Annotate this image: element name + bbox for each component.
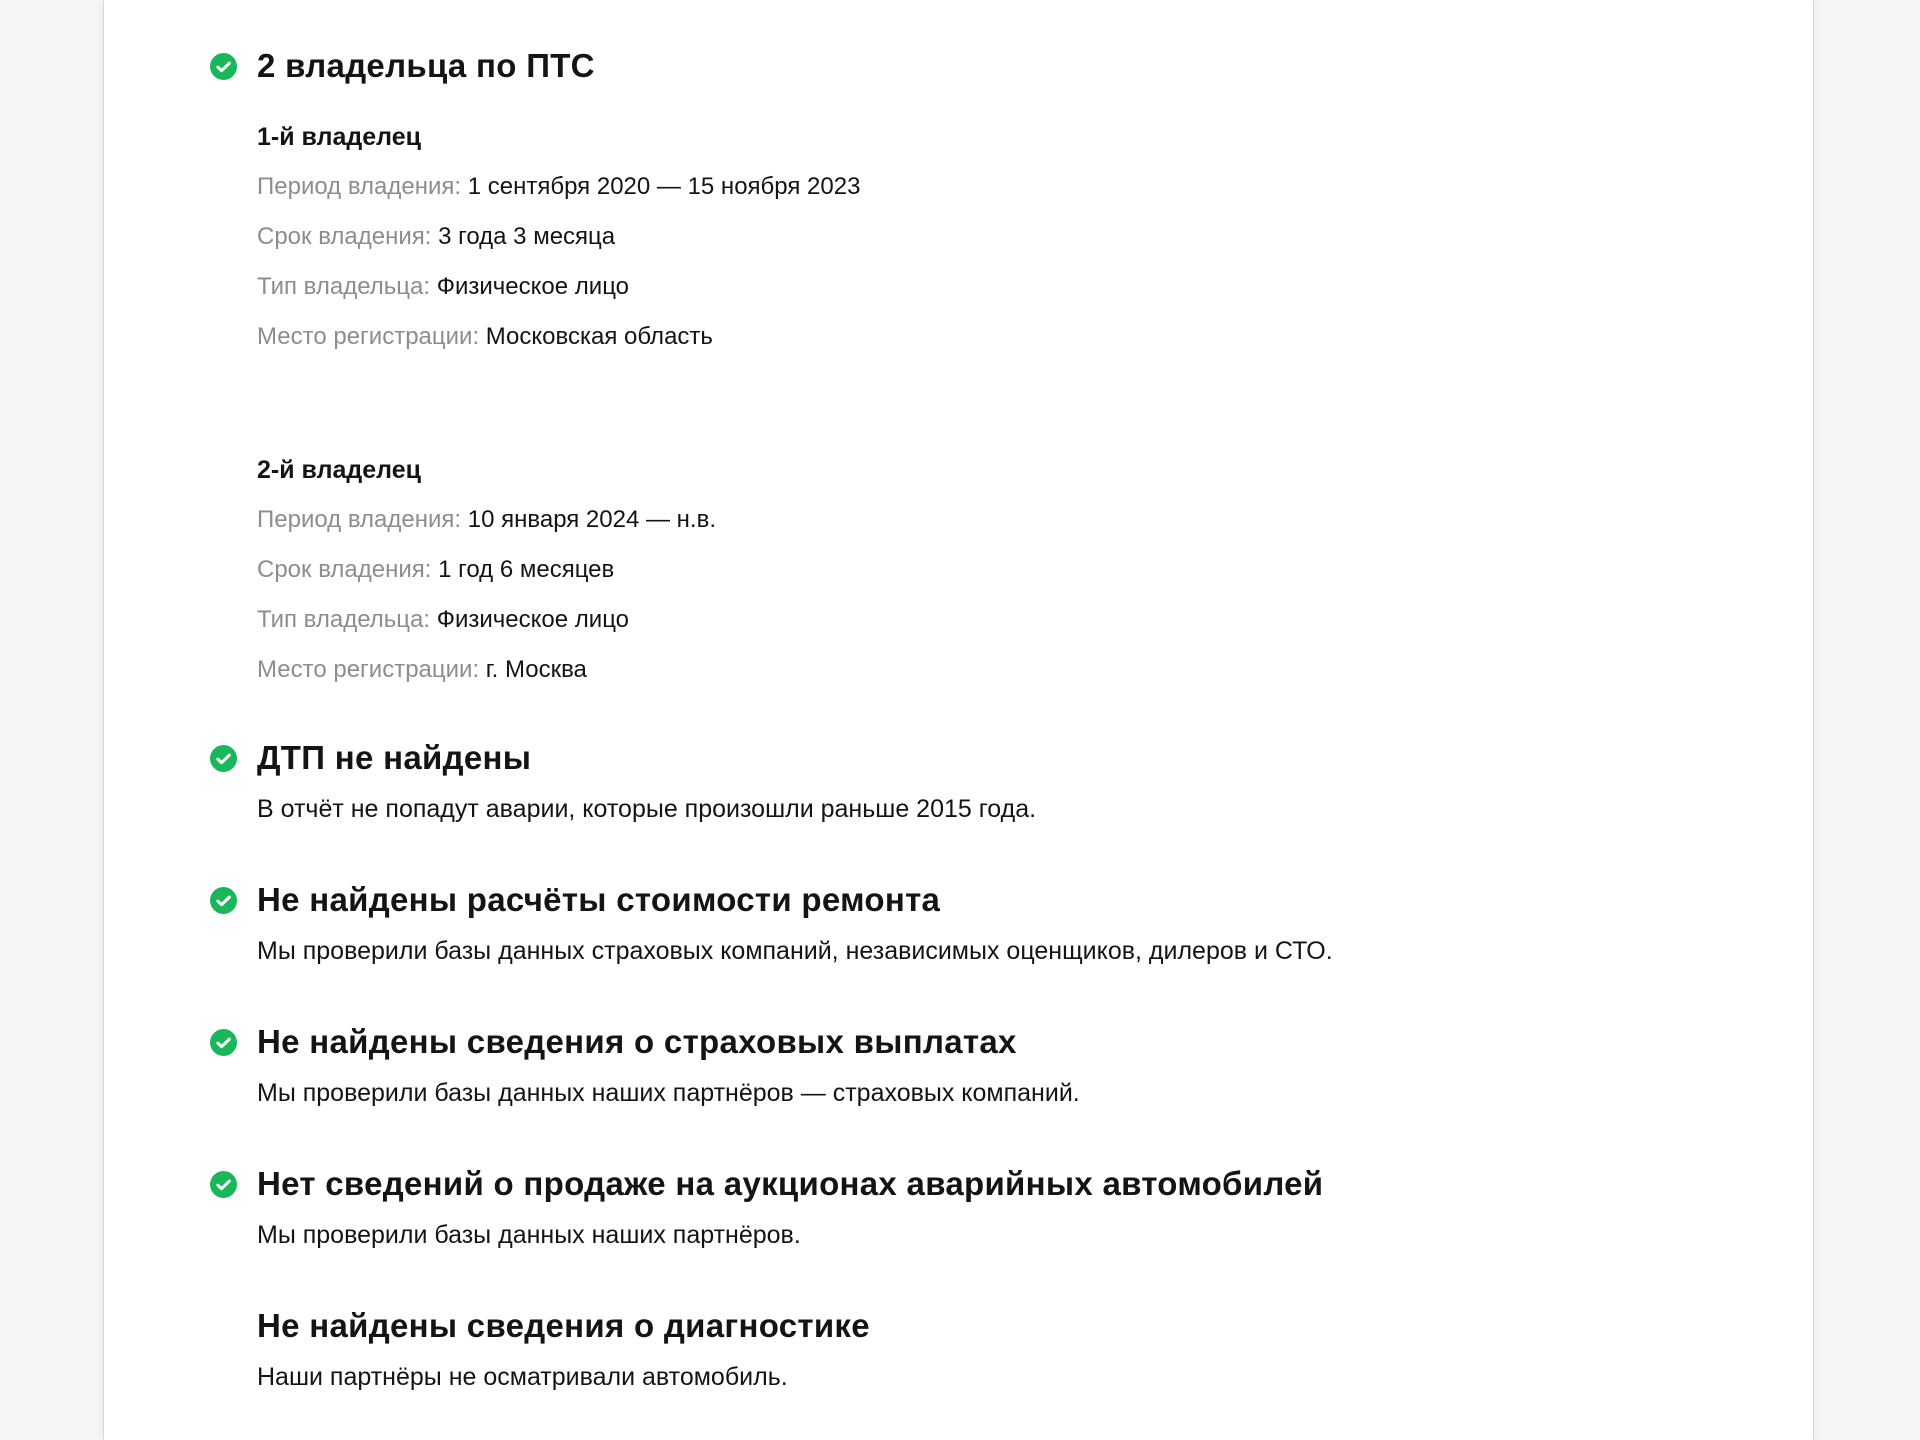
section-title: 2 владельца по ПТС: [257, 47, 595, 84]
section-title: Не найдены сведения о диагностике: [257, 1307, 870, 1344]
section-salvage-auctions: [210, 1163, 1773, 1255]
check-circle-icon: [210, 53, 237, 80]
section-diagnostics: [210, 1305, 1773, 1397]
owner-row-label: Тип владельца:: [257, 606, 431, 633]
report-content: [104, 0, 1813, 1437]
section-repair-costs: [210, 879, 1773, 971]
owner-row-value: 1 год 6 месяцев: [438, 556, 615, 583]
section-accidents: [210, 737, 1773, 829]
owner-row-label: Место регистрации:: [257, 656, 480, 683]
check-circle-icon: [210, 1029, 237, 1056]
owner-block-2: [257, 445, 1773, 695]
owner-row: [257, 162, 1773, 212]
check-circle-icon: [210, 887, 237, 914]
section-title: ДТП не найдены: [257, 739, 532, 776]
owner-row: [257, 595, 1773, 645]
owner-row: [257, 545, 1773, 595]
owner-row-label: Срок владения:: [257, 556, 432, 583]
section-diagnostics-header: [210, 1305, 1773, 1347]
owner-row: [257, 312, 1773, 362]
owner-row: [257, 212, 1773, 262]
owner-row: [257, 645, 1773, 695]
owner-heading: 2-й владелец: [257, 456, 421, 484]
owner-row-value: Физическое лицо: [436, 606, 630, 633]
section-owners-header: [210, 45, 1773, 87]
section-title: Нет сведений о продаже на аукционах аварийных автомобилей: [257, 1165, 1324, 1202]
section-salvage-auctions-header: [210, 1163, 1773, 1205]
owner-row: [257, 262, 1773, 312]
owner-row-label: Место регистрации:: [257, 323, 480, 350]
check-circle-icon: [210, 1171, 237, 1198]
owner-block-1: [257, 112, 1773, 362]
check-circle-icon: [210, 745, 237, 772]
report-card: [103, 0, 1814, 1440]
section-title: Не найдены сведения о страховых выплатах: [257, 1023, 1017, 1060]
owner-row-label: Период владения:: [257, 506, 462, 533]
section-insurance-payouts: [210, 1021, 1773, 1113]
owner-row-value: Московская область: [485, 323, 713, 350]
section-insurance-payouts-header: [210, 1021, 1773, 1063]
owner-row-value: г. Москва: [485, 656, 587, 683]
section-title: Не найдены расчёты стоимости ремонта: [257, 881, 941, 918]
owner-row-value: 3 года 3 месяца: [438, 223, 616, 250]
owner-row-value: 10 января 2024 — н.в.: [467, 506, 716, 533]
section-repair-costs-header: [210, 879, 1773, 921]
section-description: В отчёт не попадут аварии, которые произошли раньше 2015 года.: [257, 795, 1037, 823]
owner-row-label: Период владения:: [257, 173, 462, 200]
section-description: Мы проверили базы данных страховых компаний, независимых оценщиков, дилеров и СТО.: [257, 937, 1333, 965]
owner-heading: 1-й владелец: [257, 123, 421, 151]
owner-row-value: Физическое лицо: [436, 273, 630, 300]
section-description: Мы проверили базы данных наших партнёров — страховых компаний.: [257, 1079, 1080, 1107]
section-description: Наши партнёры не осматривали автомобиль.: [257, 1363, 788, 1391]
section-accidents-header: [210, 737, 1773, 779]
section-description: Мы проверили базы данных наших партнёров.: [257, 1221, 801, 1249]
owner-row-label: Срок владения:: [257, 223, 432, 250]
owner-row: [257, 495, 1773, 545]
section-owners: [210, 45, 1773, 695]
owner-row-value: 1 сентября 2020 — 15 ноября 2023: [467, 173, 861, 200]
owner-row-label: Тип владельца:: [257, 273, 431, 300]
